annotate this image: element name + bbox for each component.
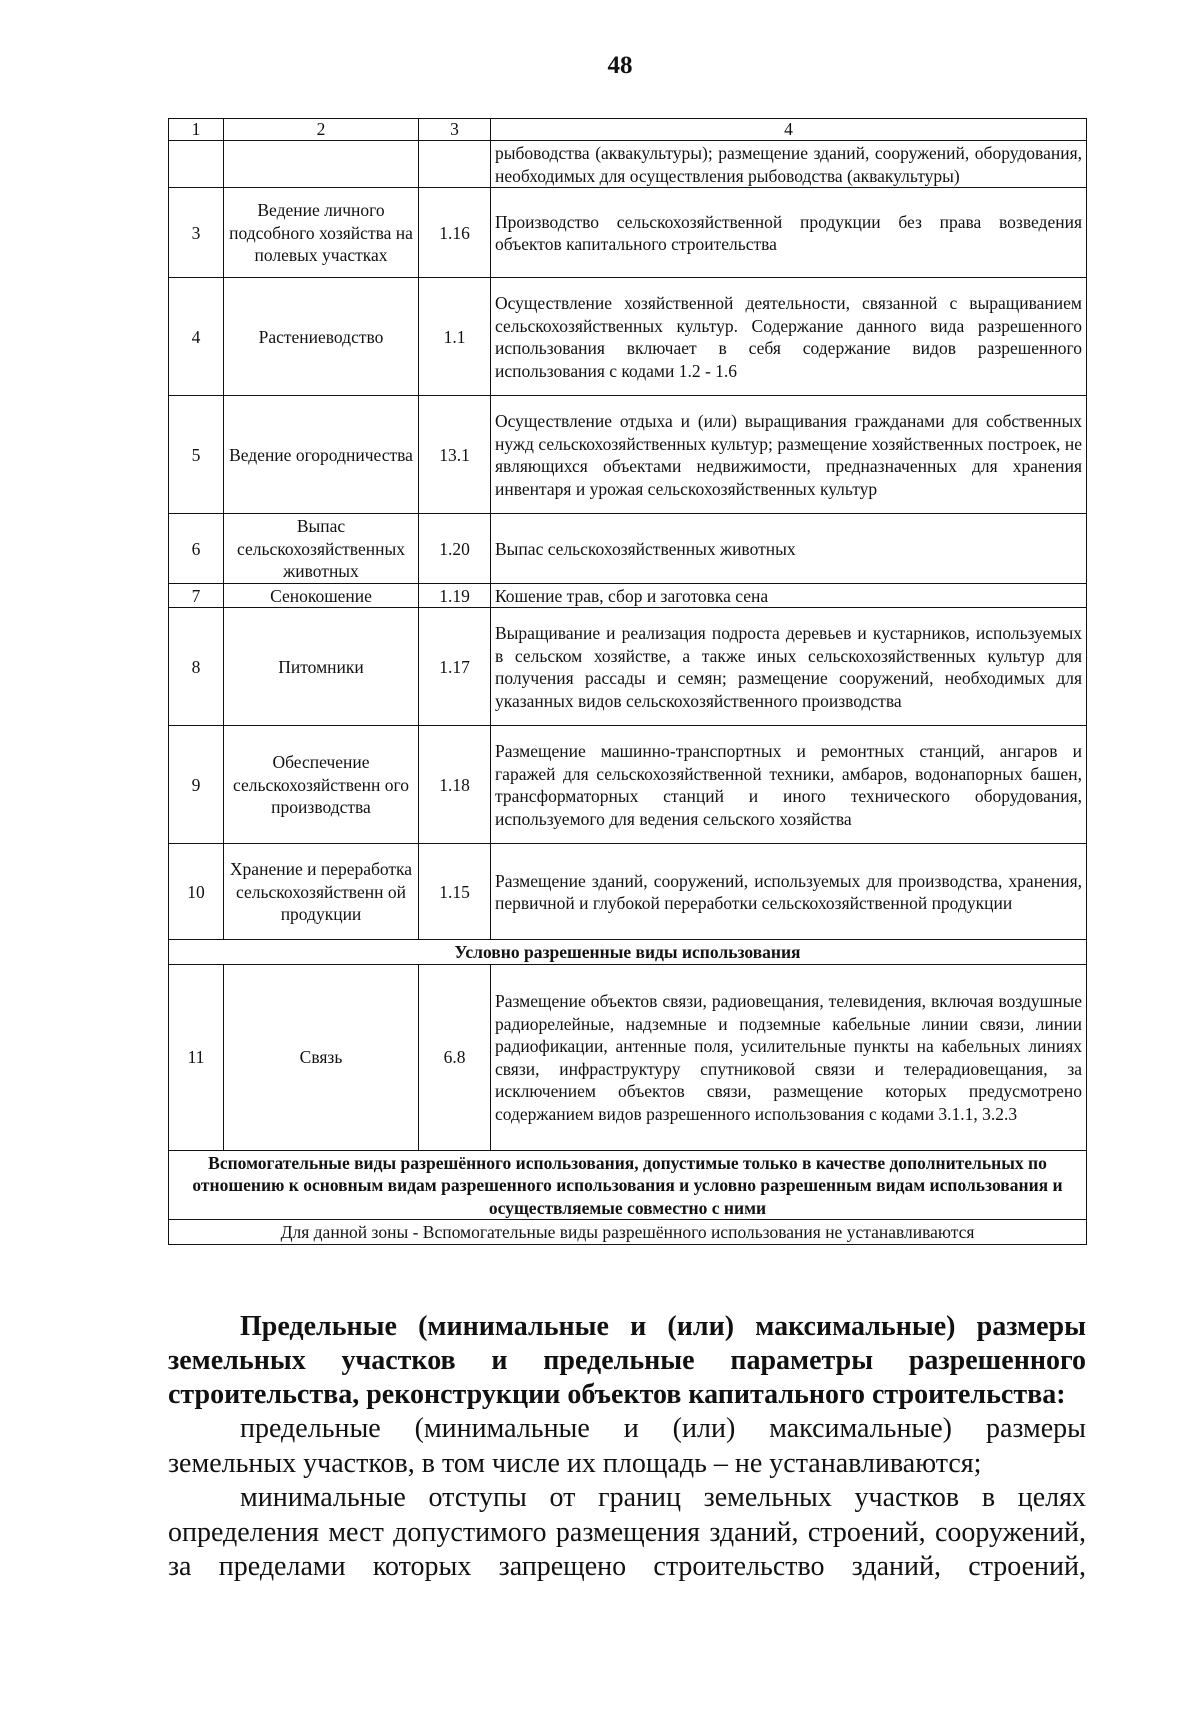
table-header-row (169, 119, 1087, 141)
section-heading-main: Предельные (минимальные и (или) максимальные) размеры земельных участков и предельные параметры разрешенного (168, 1311, 1086, 1376)
table-row-continuation (169, 141, 1087, 188)
permitted-use-table (168, 118, 1087, 1245)
conditional-uses-heading-row (169, 940, 1087, 965)
auxiliary-uses-heading: Вспомогательные виды разрешённого использования, допустимые только в качестве дополнительных по отношению к основным видам разрешенного использования и условно разрешенным видам использования и осуществляемые совместно с ними (169, 1150, 1087, 1220)
table-row (169, 396, 1087, 514)
table-row (169, 964, 1087, 1150)
row-description-cell: Размещение машинно-транспортных и ремонтных станций, ангаров и гаражей для сельскохозяйственной техники, амбаров, водонапорных башен, трансформаторных станций и иного технического оборудования, используемого для ведения сельского хозяйства (491, 726, 1087, 844)
row-name-cell: Ведение личного подсобного хозяйства на полевых участках (224, 188, 419, 278)
row-code-cell: 1.1 (419, 278, 491, 396)
row-description-cell: Размещение объектов связи, радиовещания, телевидения, включая воздушные радиорелейные, надземные и подземные кабельные линии связи, линии радиофикации, антенные поля, усилительные пункты на кабельных линиях связи, инфраструктуру спутниковой связи и телерадиовещания, за исключением объектов связи, размещение которых предусмотрено содержанием видов разрешенного использования с кодами 3.1.1, 3.2.3 (491, 964, 1087, 1150)
paragraph-plot-sizes: предельные (минимальные и (или) максимальные) размеры земельных участков, в том числе их площадь – не устанавливаются; (168, 1413, 1086, 1479)
column-header: 1 (169, 119, 224, 141)
row-number-cell: 5 (169, 396, 224, 514)
section-heading-last-line: строительства, реконструкции объектов капитального строительства: (168, 1379, 1066, 1410)
row-code-cell: 1.15 (419, 844, 491, 940)
row-description-cell: Производство сельскохозяйственной продукции без права возведения объектов капитального строительства (491, 188, 1087, 278)
row-name-cell: Выпас сельскохозяйственных животных (224, 514, 419, 584)
table-row (169, 278, 1087, 396)
body-text (168, 1310, 1086, 1585)
table-row (169, 514, 1087, 584)
row-code-cell (419, 141, 491, 188)
table-row (169, 608, 1087, 726)
row-code-cell: 1.17 (419, 608, 491, 726)
row-name-cell (224, 141, 419, 188)
row-description-cell: Выращивание и реализация подроста деревьев и кустарников, используемых в сельском хозяйстве, а также иных сельскохозяйственных культур для получения рассады и семян; размещение сооружений, необходимых для указанных видов сельскохозяйственного производства (491, 608, 1087, 726)
row-description-cell: Осуществление отдыха и (или) выращивания гражданами для собственных нужд сельскохозяйственных культур; размещение хозяйственных построек, не являющихся объектами недвижимости, предназначенных для хранения инвентаря и урожая сельскохозяйственных культур (491, 396, 1087, 514)
table-row (169, 188, 1087, 278)
section-heading (168, 1310, 1086, 1412)
row-number-cell: 9 (169, 726, 224, 844)
row-name-cell: Хранение и переработка сельскохозяйственн ой продукции (224, 844, 419, 940)
auxiliary-uses-note: Для данной зоны - Вспомогательные виды разрешённого использования не устанавливаются (169, 1220, 1087, 1245)
row-number-cell: 6 (169, 514, 224, 584)
row-name-cell: Сенокошение (224, 583, 419, 608)
row-number-cell: 8 (169, 608, 224, 726)
row-description-cell: Осуществление хозяйственной деятельности, связанной с выращиванием сельскохозяйственных культур. Содержание данного вида разрешенного использования включает в себя содержание видов разрешенного использования с кодами 1.2 - 1.6 (491, 278, 1087, 396)
row-code-cell: 1.16 (419, 188, 491, 278)
paragraph-setbacks: минимальные отступы от границ земельных участков в целях определения мест допустимого размещения зданий, строений, сооружений, за пределами которых запрещено строительство зданий, строений, (168, 1482, 1086, 1582)
row-name-cell: Растениеводство (224, 278, 419, 396)
column-header: 3 (419, 119, 491, 141)
row-name-cell: Ведение огородничества (224, 396, 419, 514)
auxiliary-uses-note-row (169, 1220, 1087, 1245)
row-description-cell: Размещение зданий, сооружений, используемых для производства, хранения, первичной и глубокой переработки сельскохозяйственной продукции (491, 844, 1087, 940)
row-description-cell: Кошение трав, сбор и заготовка сена (491, 583, 1087, 608)
page-number: 48 (607, 52, 633, 79)
row-code-cell: 13.1 (419, 396, 491, 514)
row-number-cell: 10 (169, 844, 224, 940)
column-header: 4 (491, 119, 1087, 141)
row-name-cell: Обеспечение сельскохозяйственн ого производства (224, 726, 419, 844)
row-number-cell (169, 141, 224, 188)
row-code-cell: 1.19 (419, 583, 491, 608)
column-header: 2 (224, 119, 419, 141)
row-number-cell: 11 (169, 964, 224, 1150)
row-description-cell: Выпас сельскохозяйственных животных (491, 514, 1087, 584)
table-row (169, 583, 1087, 608)
table-row (169, 844, 1087, 940)
row-code-cell: 1.20 (419, 514, 491, 584)
table-row (169, 726, 1087, 844)
row-code-cell: 1.18 (419, 726, 491, 844)
row-name-cell: Связь (224, 964, 419, 1150)
row-description-cell: рыбоводства (аквакультуры); размещение зданий, сооружений, оборудования, необходимых для осуществления рыбоводства (аквакультуры) (491, 141, 1087, 188)
auxiliary-uses-heading-row (169, 1150, 1087, 1220)
row-number-cell: 3 (169, 188, 224, 278)
row-code-cell: 6.8 (419, 964, 491, 1150)
row-name-cell: Питомники (224, 608, 419, 726)
conditional-uses-heading: Условно разрешенные виды использования (169, 940, 1087, 965)
row-number-cell: 4 (169, 278, 224, 396)
row-number-cell: 7 (169, 583, 224, 608)
